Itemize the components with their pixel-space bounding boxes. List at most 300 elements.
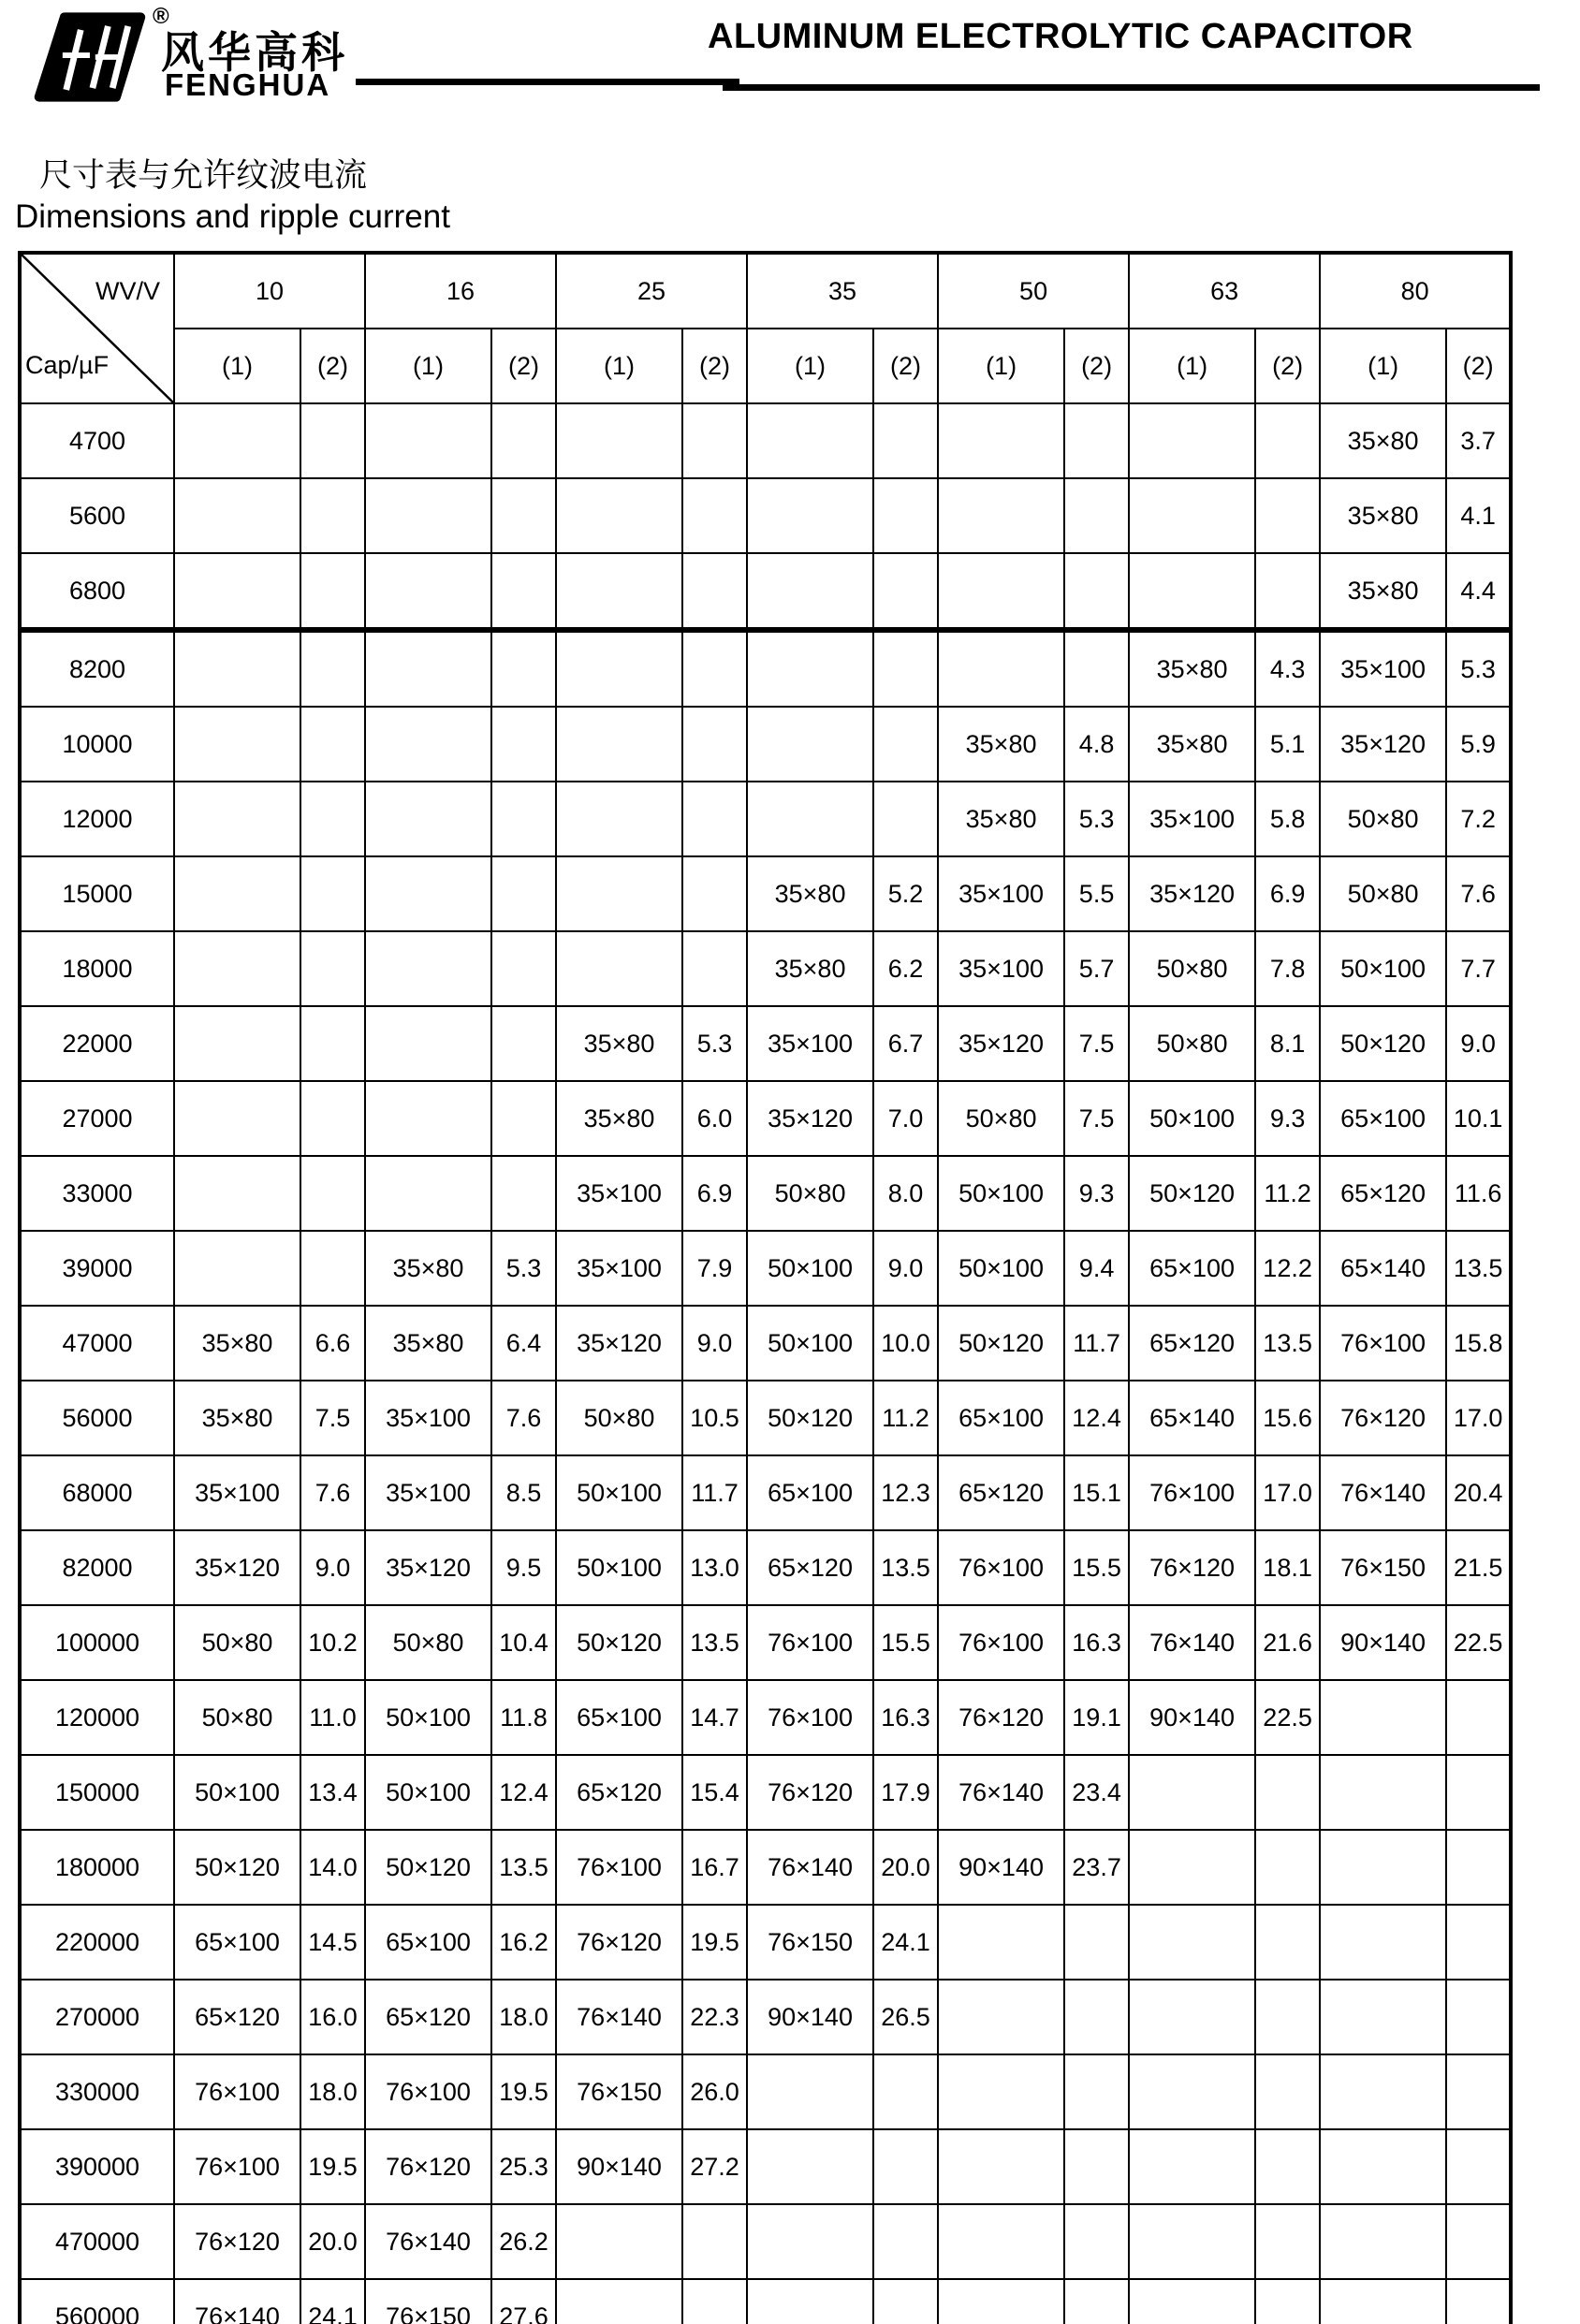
case-size-cell — [365, 630, 491, 707]
case-size-cell — [938, 2129, 1064, 2204]
subcolumn-header-current: (2) — [1446, 329, 1511, 403]
case-size-cell: 50×80 — [1320, 856, 1446, 931]
table-row — [20, 1755, 1511, 1830]
voltage-column-header: 63 — [1129, 253, 1320, 329]
case-size-cell: 35×80 — [174, 1306, 300, 1381]
brand-name-english: FENGHUA — [165, 67, 331, 102]
ripple-current-cell — [491, 707, 556, 782]
case-size-cell: 65×120 — [1129, 1306, 1255, 1381]
ripple-current-cell — [1255, 553, 1320, 630]
case-size-cell — [174, 403, 300, 478]
table-row — [20, 1006, 1511, 1081]
brand-name-chinese: 风华高科 — [161, 28, 348, 77]
ripple-current-cell: 14.5 — [300, 1905, 365, 1980]
case-size-cell — [174, 707, 300, 782]
case-size-cell — [747, 630, 873, 707]
case-size-cell: 76×150 — [556, 2054, 682, 2129]
case-size-cell: 50×100 — [556, 1530, 682, 1605]
case-size-cell: 35×100 — [747, 1006, 873, 1081]
ripple-current-cell: 13.5 — [491, 1830, 556, 1905]
ripple-current-cell: 22.5 — [1255, 1680, 1320, 1755]
dimensions-ripple-table — [18, 251, 1513, 2324]
case-size-cell — [1129, 2204, 1255, 2279]
ripple-current-cell: 7.6 — [491, 1381, 556, 1455]
ripple-current-cell — [300, 707, 365, 782]
corner-capacitance-label: Cap/µF — [25, 351, 110, 379]
ripple-current-cell: 5.2 — [873, 856, 938, 931]
table-row — [20, 1156, 1511, 1231]
case-size-cell: 76×140 — [747, 1830, 873, 1905]
case-size-cell: 65×100 — [556, 1680, 682, 1755]
capacitance-value: 33000 — [20, 1156, 174, 1231]
ripple-current-cell — [1446, 1980, 1511, 2054]
ripple-current-cell — [682, 2279, 747, 2324]
ripple-current-cell: 20.4 — [1446, 1455, 1511, 1530]
case-size-cell — [1129, 1755, 1255, 1830]
case-size-cell: 35×120 — [1129, 856, 1255, 931]
ripple-current-cell: 4.1 — [1446, 478, 1511, 553]
ripple-current-cell — [1255, 2279, 1320, 2324]
table-row — [20, 1905, 1511, 1980]
case-size-cell — [556, 931, 682, 1006]
table-row — [20, 478, 1511, 553]
ripple-current-cell: 9.5 — [491, 1530, 556, 1605]
ripple-current-cell: 22.3 — [682, 1980, 747, 2054]
case-size-cell: 90×140 — [1129, 1680, 1255, 1755]
ripple-current-cell: 6.9 — [682, 1156, 747, 1231]
case-size-cell: 50×100 — [938, 1156, 1064, 1231]
case-size-cell — [938, 2204, 1064, 2279]
case-size-cell: 65×140 — [1129, 1381, 1255, 1455]
ripple-current-cell: 5.5 — [1064, 856, 1129, 931]
case-size-cell: 50×120 — [1320, 1006, 1446, 1081]
case-size-cell: 35×80 — [556, 1006, 682, 1081]
ripple-current-cell: 13.5 — [873, 1530, 938, 1605]
ripple-current-cell: 10.5 — [682, 1381, 747, 1455]
ripple-current-cell — [1255, 1830, 1320, 1905]
ripple-current-cell: 9.0 — [1446, 1006, 1511, 1081]
subcolumn-header-row — [20, 329, 1511, 403]
ripple-current-cell — [873, 630, 938, 707]
case-size-cell — [556, 707, 682, 782]
table-row — [20, 2054, 1511, 2129]
ripple-current-cell: 10.1 — [1446, 1081, 1511, 1156]
capacitance-value: 5600 — [20, 478, 174, 553]
case-size-cell: 65×100 — [747, 1455, 873, 1530]
ripple-current-cell — [1446, 2054, 1511, 2129]
ripple-current-cell: 16.2 — [491, 1905, 556, 1980]
case-size-cell — [747, 782, 873, 856]
corner-voltage-label: WV/V — [95, 277, 160, 305]
ripple-current-cell: 4.3 — [1255, 630, 1320, 707]
ripple-current-cell: 7.5 — [1064, 1006, 1129, 1081]
ripple-current-cell: 21.5 — [1446, 1530, 1511, 1605]
ripple-current-cell: 11.0 — [300, 1680, 365, 1755]
case-size-cell — [556, 630, 682, 707]
case-size-cell: 76×120 — [938, 1680, 1064, 1755]
ripple-current-cell: 15.8 — [1446, 1306, 1511, 1381]
table-row — [20, 931, 1511, 1006]
subcolumn-header-size: (1) — [747, 329, 873, 403]
ripple-current-cell — [300, 1231, 365, 1306]
case-size-cell: 35×80 — [174, 1381, 300, 1455]
case-size-cell: 76×140 — [556, 1980, 682, 2054]
capacitance-value: 56000 — [20, 1381, 174, 1455]
case-size-cell: 65×140 — [1320, 1231, 1446, 1306]
case-size-cell — [365, 1156, 491, 1231]
case-size-cell — [174, 1006, 300, 1081]
case-size-cell — [747, 478, 873, 553]
case-size-cell — [365, 1006, 491, 1081]
subcolumn-header-size: (1) — [1129, 329, 1255, 403]
ripple-current-cell — [1446, 1755, 1511, 1830]
ripple-current-cell — [682, 478, 747, 553]
case-size-cell: 50×100 — [747, 1231, 873, 1306]
case-size-cell: 35×80 — [365, 1231, 491, 1306]
capacitance-value: 100000 — [20, 1605, 174, 1680]
case-size-cell — [556, 782, 682, 856]
ripple-current-cell: 22.5 — [1446, 1605, 1511, 1680]
case-size-cell: 50×80 — [747, 1156, 873, 1231]
case-size-cell — [1320, 2129, 1446, 2204]
table-row — [20, 553, 1511, 630]
ripple-current-cell: 7.5 — [1064, 1081, 1129, 1156]
case-size-cell — [938, 1980, 1064, 2054]
case-size-cell: 76×120 — [747, 1755, 873, 1830]
subcolumn-header-current: (2) — [300, 329, 365, 403]
ripple-current-cell: 27.2 — [682, 2129, 747, 2204]
case-size-cell — [174, 1081, 300, 1156]
case-size-cell: 35×120 — [1320, 707, 1446, 782]
ripple-current-cell — [1255, 2204, 1320, 2279]
ripple-current-cell: 6.6 — [300, 1306, 365, 1381]
ripple-current-cell: 15.1 — [1064, 1455, 1129, 1530]
case-size-cell — [1129, 2279, 1255, 2324]
capacitance-value: 270000 — [20, 1980, 174, 2054]
case-size-cell — [556, 403, 682, 478]
ripple-current-cell: 5.3 — [1064, 782, 1129, 856]
ripple-current-cell — [873, 707, 938, 782]
case-size-cell — [174, 1156, 300, 1231]
ripple-current-cell: 19.5 — [682, 1905, 747, 1980]
ripple-current-cell — [1064, 1980, 1129, 2054]
case-size-cell: 35×100 — [365, 1455, 491, 1530]
case-size-cell: 35×80 — [365, 1306, 491, 1381]
case-size-cell — [1129, 2054, 1255, 2129]
voltage-column-header: 80 — [1320, 253, 1511, 329]
ripple-current-cell — [682, 630, 747, 707]
ripple-current-cell: 17.0 — [1255, 1455, 1320, 1530]
case-size-cell: 50×80 — [174, 1605, 300, 1680]
case-size-cell — [1320, 1905, 1446, 1980]
case-size-cell — [938, 2279, 1064, 2324]
ripple-current-cell — [873, 403, 938, 478]
ripple-current-cell — [1064, 1905, 1129, 1980]
subcolumn-header-current: (2) — [1064, 329, 1129, 403]
case-size-cell: 35×100 — [938, 856, 1064, 931]
case-size-cell: 50×80 — [938, 1081, 1064, 1156]
ripple-current-cell — [1255, 1755, 1320, 1830]
section-title-chinese: 尺寸表与允许纹波电流 — [39, 157, 368, 194]
case-size-cell — [938, 630, 1064, 707]
case-size-cell: 50×100 — [938, 1231, 1064, 1306]
ripple-current-cell — [491, 553, 556, 630]
ripple-current-cell: 9.4 — [1064, 1231, 1129, 1306]
ripple-current-cell: 27.6 — [491, 2279, 556, 2324]
case-size-cell: 76×100 — [938, 1605, 1064, 1680]
case-size-cell — [365, 1081, 491, 1156]
ripple-current-cell — [491, 782, 556, 856]
ripple-current-cell — [1255, 403, 1320, 478]
ripple-current-cell: 9.0 — [300, 1530, 365, 1605]
ripple-current-cell: 7.2 — [1446, 782, 1511, 856]
voltage-column-header: 25 — [556, 253, 747, 329]
case-size-cell: 35×100 — [938, 931, 1064, 1006]
ripple-current-cell: 5.1 — [1255, 707, 1320, 782]
table-row — [20, 2204, 1511, 2279]
ripple-current-cell: 6.4 — [491, 1306, 556, 1381]
ripple-current-cell: 6.0 — [682, 1081, 747, 1156]
case-size-cell: 35×100 — [174, 1455, 300, 1530]
ripple-current-cell — [873, 553, 938, 630]
ripple-current-cell: 13.5 — [682, 1605, 747, 1680]
case-size-cell: 65×100 — [938, 1381, 1064, 1455]
ripple-current-cell: 16.3 — [1064, 1605, 1129, 1680]
case-size-cell: 76×140 — [1320, 1455, 1446, 1530]
ripple-current-cell: 12.3 — [873, 1455, 938, 1530]
case-size-cell: 50×120 — [174, 1830, 300, 1905]
subcolumn-header-current: (2) — [1255, 329, 1320, 403]
table-row — [20, 2279, 1511, 2324]
ripple-current-cell: 5.3 — [682, 1006, 747, 1081]
ripple-current-cell — [1446, 2129, 1511, 2204]
subcolumn-header-size: (1) — [938, 329, 1064, 403]
ripple-current-cell: 16.0 — [300, 1980, 365, 2054]
ripple-current-cell: 13.0 — [682, 1530, 747, 1605]
ripple-current-cell: 8.5 — [491, 1455, 556, 1530]
ripple-current-cell: 7.7 — [1446, 931, 1511, 1006]
case-size-cell — [1129, 2129, 1255, 2204]
case-size-cell — [747, 553, 873, 630]
ripple-current-cell: 7.6 — [1446, 856, 1511, 931]
case-size-cell: 65×120 — [1320, 1156, 1446, 1231]
case-size-cell — [1129, 1830, 1255, 1905]
case-size-cell: 76×100 — [747, 1680, 873, 1755]
ripple-current-cell — [1446, 2204, 1511, 2279]
case-size-cell — [174, 478, 300, 553]
ripple-current-cell — [1064, 2204, 1129, 2279]
subcolumn-header-current: (2) — [873, 329, 938, 403]
ripple-current-cell — [873, 2054, 938, 2129]
ripple-current-cell: 19.5 — [300, 2129, 365, 2204]
table-row — [20, 1980, 1511, 2054]
case-size-cell: 50×80 — [1320, 782, 1446, 856]
case-size-cell: 76×100 — [1320, 1306, 1446, 1381]
case-size-cell — [1320, 2054, 1446, 2129]
table-row — [20, 782, 1511, 856]
case-size-cell — [1129, 1905, 1255, 1980]
capacitance-value: 560000 — [20, 2279, 174, 2324]
case-size-cell: 35×80 — [1129, 707, 1255, 782]
ripple-current-cell — [491, 403, 556, 478]
capacitance-value: 10000 — [20, 707, 174, 782]
case-size-cell: 35×120 — [365, 1530, 491, 1605]
ripple-current-cell — [1064, 478, 1129, 553]
ripple-current-cell — [1064, 2129, 1129, 2204]
case-size-cell: 50×120 — [1129, 1156, 1255, 1231]
case-size-cell: 35×80 — [938, 707, 1064, 782]
case-size-cell — [1129, 403, 1255, 478]
case-size-cell — [365, 782, 491, 856]
subcolumn-header-size: (1) — [365, 329, 491, 403]
case-size-cell — [938, 2054, 1064, 2129]
ripple-current-cell: 13.4 — [300, 1755, 365, 1830]
ripple-current-cell — [1446, 1905, 1511, 1980]
ripple-current-cell — [300, 1081, 365, 1156]
ripple-current-cell: 14.7 — [682, 1680, 747, 1755]
ripple-current-cell: 18.0 — [491, 1980, 556, 2054]
ripple-current-cell: 8.0 — [873, 1156, 938, 1231]
ripple-current-cell — [873, 2204, 938, 2279]
ripple-current-cell — [873, 478, 938, 553]
ripple-current-cell — [1255, 1980, 1320, 2054]
ripple-current-cell: 7.8 — [1255, 931, 1320, 1006]
case-size-cell: 50×80 — [1129, 931, 1255, 1006]
ripple-current-cell: 13.5 — [1446, 1231, 1511, 1306]
case-size-cell: 76×150 — [365, 2279, 491, 2324]
ripple-current-cell — [1446, 2279, 1511, 2324]
case-size-cell: 90×140 — [747, 1980, 873, 2054]
ripple-current-cell — [300, 1006, 365, 1081]
case-size-cell — [174, 553, 300, 630]
capacitance-value: 27000 — [20, 1081, 174, 1156]
case-size-cell — [747, 2204, 873, 2279]
ripple-current-cell — [873, 2129, 938, 2204]
ripple-current-cell: 15.5 — [1064, 1530, 1129, 1605]
case-size-cell: 65×100 — [1320, 1081, 1446, 1156]
case-size-cell — [747, 2129, 873, 2204]
capacitance-value: 15000 — [20, 856, 174, 931]
ripple-current-cell: 15.4 — [682, 1755, 747, 1830]
ripple-current-cell: 11.2 — [1255, 1156, 1320, 1231]
case-size-cell: 90×140 — [1320, 1605, 1446, 1680]
capacitance-value: 8200 — [20, 630, 174, 707]
ripple-current-cell: 20.0 — [300, 2204, 365, 2279]
case-size-cell: 35×100 — [1129, 782, 1255, 856]
case-size-cell: 35×80 — [1320, 478, 1446, 553]
ripple-current-cell — [682, 403, 747, 478]
case-size-cell — [556, 478, 682, 553]
case-size-cell: 35×120 — [938, 1006, 1064, 1081]
table-row — [20, 1306, 1511, 1381]
case-size-cell: 76×140 — [174, 2279, 300, 2324]
case-size-cell: 35×120 — [747, 1081, 873, 1156]
case-size-cell: 35×80 — [1320, 553, 1446, 630]
registered-trademark-icon: ® — [153, 4, 169, 29]
table-row — [20, 403, 1511, 478]
capacitance-value: 47000 — [20, 1306, 174, 1381]
ripple-current-cell — [873, 2279, 938, 2324]
ripple-current-cell: 11.7 — [682, 1455, 747, 1530]
table-row — [20, 1830, 1511, 1905]
voltage-column-header: 10 — [174, 253, 365, 329]
case-size-cell — [365, 707, 491, 782]
ripple-current-cell: 9.0 — [682, 1306, 747, 1381]
table-row — [20, 707, 1511, 782]
ripple-current-cell: 9.0 — [873, 1231, 938, 1306]
table-row — [20, 1381, 1511, 1455]
ripple-current-cell: 21.6 — [1255, 1605, 1320, 1680]
ripple-current-cell — [1446, 1680, 1511, 1755]
ripple-current-cell: 5.8 — [1255, 782, 1320, 856]
case-size-cell: 76×100 — [938, 1530, 1064, 1605]
ripple-current-cell: 7.9 — [682, 1231, 747, 1306]
case-size-cell: 76×100 — [556, 1830, 682, 1905]
ripple-current-cell: 10.0 — [873, 1306, 938, 1381]
case-size-cell — [1320, 1830, 1446, 1905]
case-size-cell: 35×100 — [556, 1231, 682, 1306]
ripple-current-cell: 5.3 — [491, 1231, 556, 1306]
capacitance-value: 6800 — [20, 553, 174, 630]
case-size-cell — [1320, 2204, 1446, 2279]
ripple-current-cell: 15.5 — [873, 1605, 938, 1680]
table-row — [20, 630, 1511, 707]
case-size-cell — [365, 856, 491, 931]
case-size-cell: 35×100 — [365, 1381, 491, 1455]
ripple-current-cell: 11.6 — [1446, 1156, 1511, 1231]
case-size-cell — [1320, 1980, 1446, 2054]
ripple-current-cell — [682, 782, 747, 856]
ripple-current-cell — [300, 553, 365, 630]
case-size-cell — [1129, 478, 1255, 553]
ripple-current-cell — [491, 630, 556, 707]
voltage-column-header: 50 — [938, 253, 1129, 329]
case-size-cell — [174, 931, 300, 1006]
ripple-current-cell — [491, 1156, 556, 1231]
ripple-current-cell: 23.7 — [1064, 1830, 1129, 1905]
ripple-current-cell: 24.1 — [873, 1905, 938, 1980]
ripple-current-cell: 16.3 — [873, 1680, 938, 1755]
voltage-column-header: 16 — [365, 253, 556, 329]
case-size-cell — [938, 478, 1064, 553]
case-size-cell: 76×140 — [938, 1755, 1064, 1830]
ripple-current-cell: 19.1 — [1064, 1680, 1129, 1755]
section-title-english: Dimensions and ripple current — [15, 198, 450, 235]
case-size-cell: 50×100 — [365, 1680, 491, 1755]
ripple-current-cell: 6.7 — [873, 1006, 938, 1081]
ripple-current-cell: 8.1 — [1255, 1006, 1320, 1081]
ripple-current-cell: 11.7 — [1064, 1306, 1129, 1381]
ripple-current-cell — [1064, 403, 1129, 478]
ripple-current-cell: 4.4 — [1446, 553, 1511, 630]
case-size-cell: 50×120 — [938, 1306, 1064, 1381]
subcolumn-header-size: (1) — [1320, 329, 1446, 403]
case-size-cell: 76×100 — [365, 2054, 491, 2129]
ripple-current-cell: 11.2 — [873, 1381, 938, 1455]
ripple-current-cell: 5.9 — [1446, 707, 1511, 782]
case-size-cell: 76×120 — [1320, 1381, 1446, 1455]
ripple-current-cell: 10.4 — [491, 1605, 556, 1680]
capacitance-value: 39000 — [20, 1231, 174, 1306]
case-size-cell: 76×120 — [1129, 1530, 1255, 1605]
case-size-cell — [1320, 1680, 1446, 1755]
case-size-cell: 65×100 — [365, 1905, 491, 1980]
table-row — [20, 1455, 1511, 1530]
case-size-cell: 35×120 — [174, 1530, 300, 1605]
case-size-cell: 35×80 — [556, 1081, 682, 1156]
ripple-current-cell: 12.4 — [1064, 1381, 1129, 1455]
ripple-current-cell: 7.0 — [873, 1081, 938, 1156]
